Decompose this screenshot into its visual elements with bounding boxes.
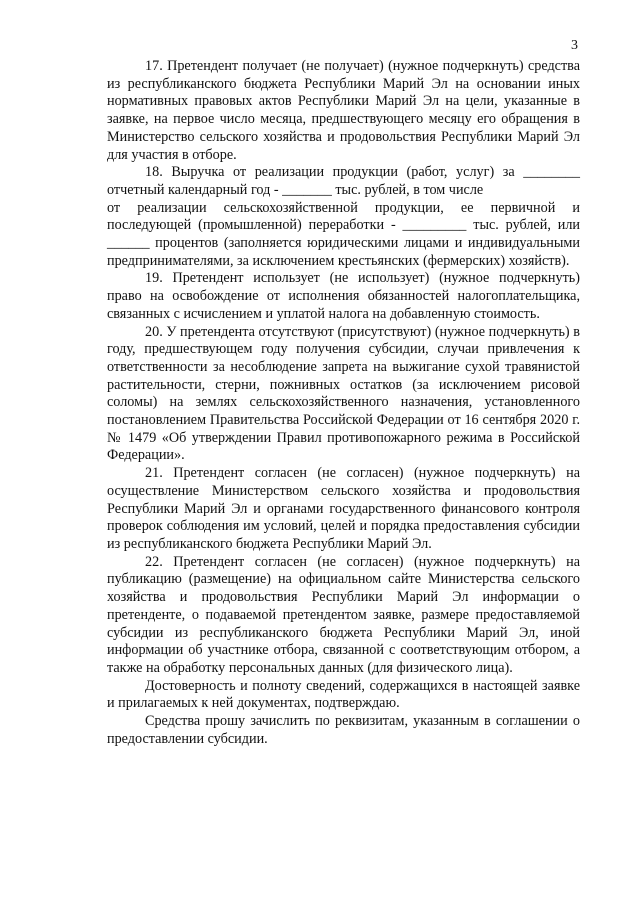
paragraph-21: 21. Претендент согласен (не согласен) (нужное подчеркнуть) на осуществление Министерством сельского хозяйства и продовольствия Республики Марий Эл и органами государственного финансового контроля проверок соблюдения им условий, целей и порядка предоставления субсидии из республиканского бюджета Республики Марий Эл. (107, 465, 580, 552)
paragraph-18: 18. Выручка от реализации продукции (работ, услуг) за ________ отчетный календарный год - _______ тыс. рублей, в том числе (107, 164, 580, 198)
page-number: 3 (571, 38, 578, 53)
paragraph-17: 17. Претендент получает (не получает) (нужное подчеркнуть) средства из республиканского бюджета Республики Марий Эл на основании иных нормативных правовых актов Республики Марий Эл на цели, указанные в заявке, на первое число месяца, предшествующего месяцу его обращения в Министерство сельского хозяйства и продовольствия Республики Марий Эл для участия в отборе. (107, 58, 580, 163)
transfer-request-paragraph: Средства прошу зачислить по реквизитам, указанным в соглашении о предоставлении субсидии. (107, 713, 580, 747)
paragraph-22: 22. Претендент согласен (не согласен) (нужное подчеркнуть) на публикацию (размещение) на официальном сайте Министерства сельского хозяйства и продовольствия Республики Марий Эл информации о претенденте, о подаваемой претендентом заявке, размере предоставляемой субсидии из республиканского бюджета Республики Марий Эл, иной информации об участнике отбора, связанной с соответствующим отбором, а также на обработку персональных данных (для физического лица). (107, 553, 580, 676)
paragraph-20: 20. У претендента отсутствуют (присутствуют) (нужное подчеркнуть) в году, предшествующем году получения субсидии, случаи привлечения к ответственности за несоблюдение запрета на выжигание сухой травянистой растительности, стерни, пожнивных остатков (за исключением рисовой соломы) на землях сельскохозяйственного назначения, установленного постановлением Правительства Российской Федерации от 16 сентября 2020 г. № 1479 «Об утверждении Правил противопожарного режима в Российской Федерации». (107, 323, 580, 464)
paragraph-18-continued: от реализации сельскохозяйственной продукции, ее первичной и последующей (промышленной) переработки - _________ тыс. рублей, или ______ процентов (заполняется юридическими лицами и индивидуальными предпринимателями, за исключением крестьянских (фермерских) хозяйств). (107, 199, 580, 269)
paragraph-19: 19. Претендент использует (не использует) (нужное подчеркнуть) право на освобождение от исполнения обязанностей налогоплательщика, связанных с исчислением и уплатой налога на добавленную стоимость. (107, 270, 580, 322)
document-body (107, 58, 580, 748)
confirmation-paragraph: Достоверность и полноту сведений, содержащихся в настоящей заявке и прилагаемых к ней документах, подтверждаю. (107, 677, 580, 712)
